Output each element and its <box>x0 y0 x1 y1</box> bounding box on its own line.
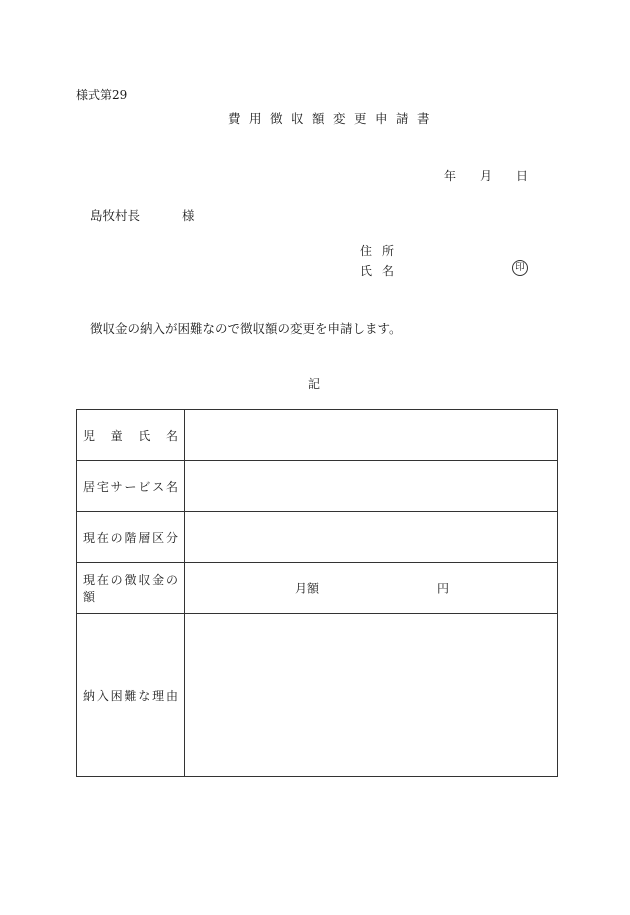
child-name-label: 児童氏名 <box>77 410 185 461</box>
service-name-field[interactable] <box>185 461 558 512</box>
name-label: 氏名 <box>360 264 405 278</box>
table-row-child-name <box>77 410 558 461</box>
ki-heading: 記 <box>308 377 321 391</box>
amount-label: 現在の徴収金の額 <box>77 563 185 614</box>
date-year-label: 年 <box>444 169 457 183</box>
date-day-label: 日 <box>516 169 529 183</box>
service-name-label: 居宅サービス名 <box>77 461 185 512</box>
statement-text: 徴収金の納入が困難なので徴収額の変更を申請します。 <box>90 321 402 336</box>
form-number: 様式第29 <box>76 88 128 102</box>
application-table <box>76 409 558 777</box>
tier-field[interactable] <box>185 512 558 563</box>
reason-field[interactable] <box>185 614 558 777</box>
document-title: 費用徴収額変更申請書 <box>228 111 439 126</box>
monthly-amount-label: 月額 <box>295 581 320 596</box>
tier-label: 現在の階層区分 <box>77 512 185 563</box>
date-month-label: 月 <box>480 169 493 183</box>
yen-unit-label: 円 <box>437 581 450 596</box>
addressee-name: 島牧村長 <box>90 208 141 223</box>
table-row-service-name <box>77 461 558 512</box>
reason-label: 納入困難な理由 <box>77 614 185 777</box>
amount-field[interactable] <box>185 563 558 614</box>
child-name-field[interactable] <box>185 410 558 461</box>
table-row-amount <box>77 563 558 614</box>
table-row-reason <box>77 614 558 777</box>
addressee-honorific: 様 <box>182 208 195 223</box>
seal-mark: 印 <box>512 260 528 276</box>
address-label: 住所 <box>360 244 405 258</box>
table-row-tier <box>77 512 558 563</box>
